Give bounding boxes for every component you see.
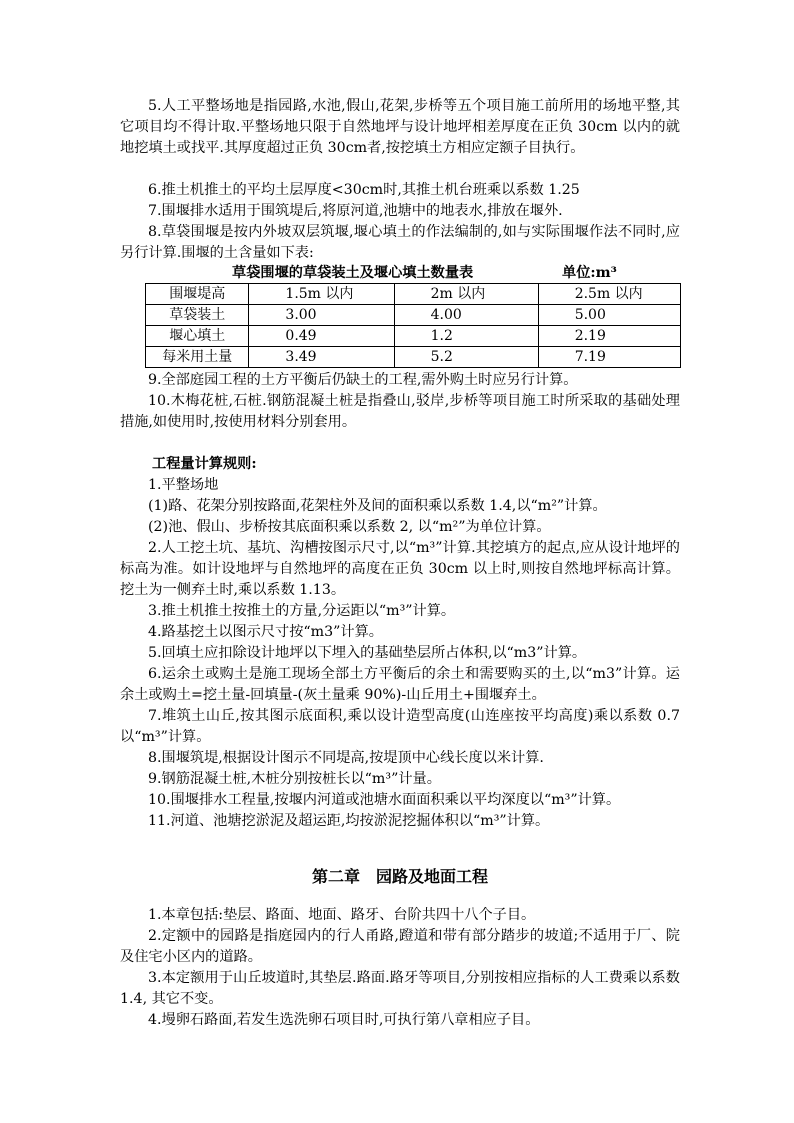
chapter-paragraph: 2.定额中的园路是指庭园内的行人甬路,蹬道和带有部分踏步的坡道;不适用于厂、院及住宅小区内的道路。 [120, 928, 680, 965]
table-title: 草袋围堰的草袋装土及堰心填土数量表 [232, 265, 474, 281]
rule-item: 6.运余土或购土是施工现场全部土方平衡后的余土和需要购买的土,以“m3”计算。运余土或购土=挖土量-回填量-(灰土量乘 90%)-山丘用土+围堰弃土。 [120, 666, 680, 703]
table-cell: 5.2 [394, 347, 538, 368]
paragraph-item-6: 6.推土机推土的平均土层厚度<30cm时,其推土机台班乘以系数 1.25 [148, 182, 580, 198]
rule-item: (2)池、假山、步桥按其底面积乘以系数 2, 以“m²”为单位计算。 [148, 519, 551, 535]
chapter-paragraph: 4.墁卵石路面,若发生选洗卵石项目时,可执行第八章相应子目。 [148, 1012, 540, 1028]
chapter-title: 第二章 园路及地面工程 [311, 867, 488, 886]
paragraph-item-9: 9.全部庭园工程的土方平衡后仍缺土的工程,需外购土时应另行计算。 [148, 372, 578, 388]
table-unit: 单位:m³ [562, 265, 617, 281]
chapter-paragraph: 3.本定额用于山丘坡道时,其垫层.路面.路牙等项目,分别按相应指标的人工费乘以系数 1.4, 其它不变。 [120, 970, 680, 1007]
rules-heading: 工程量计算规则: [152, 456, 257, 472]
table-cell: 4.00 [394, 305, 538, 326]
paragraph-item-7: 7.围堰排水适用于围筑堤后,将原河道,池塘中的地表水,排放在堰外. [148, 203, 563, 219]
table-cell: 2.5m 以内 [538, 284, 680, 305]
table-cell: 0.49 [249, 326, 394, 347]
table-row [146, 326, 681, 347]
table-cell: 1.2 [394, 326, 538, 347]
table-cell: 3.00 [249, 305, 394, 326]
table-cell: 1.5m 以内 [249, 284, 394, 305]
rule-item: 2.人工挖土坑、基坑、沟槽按图示尺寸,以“m³”计算.其挖填方的起点,应从设计地坪的标高为准。如计设地坪与自然地坪的高度在正负 30cm 以上时,则按自然地坪标高计算。挖土为一侧弃土时,乘以系数 1.13。 [120, 540, 680, 598]
rule-item: 1.平整场地 [148, 477, 219, 493]
rule-item: 11.河道、池塘挖淤泥及超运距,均按淤泥挖掘体积以“m³”计算。 [148, 813, 550, 829]
rule-item: 4.路基挖土以图示尺寸按“m3”计算。 [148, 624, 383, 640]
table-cell: 草袋装土 [146, 305, 249, 326]
rule-item: 7.堆筑土山丘,按其图示底面积,乘以设计造型高度(山连座按平均高度)乘以系数 0.7 以“m³”计算。 [120, 708, 680, 745]
paragraph-item-8: 8.草袋围堰是按内外坡双层筑堰,堰心填土的作法编制的,如与实际围堰作法不同时,应另行计算.围堰的土含量如下表: [120, 224, 680, 261]
table-cell: 5.00 [538, 305, 680, 326]
table-cell: 2.19 [538, 326, 680, 347]
rule-item: 8.围堰筑堤,根据设计图示不同堤高,按堤顶中心线长度以米计算. [148, 750, 544, 766]
rule-item: 3.推土机推土按推土的方量,分运距以“m³”计算。 [148, 603, 456, 619]
cofferdam-soil-table [145, 283, 681, 368]
paragraph-item-5: 5.人工平整场地是指园路,水池,假山,花架,步桥等五个项目施工前所用的场地平整,其它项目均不得计取.平整场地只限于自然地坪与设计地坪相差厚度在正负 30cm 以内的就地挖填土或找平.其厚度超过正负 30cm者,按挖填土方相应定额子目执行。 [120, 98, 680, 156]
table-caption [120, 262, 680, 282]
paragraph-item-10: 10.木梅花桩,石桩.钢筋混凝土桩是指叠山,驳岸,步桥等项目施工时所采取的基础处理措施,如使用时,按使用材料分别套用。 [120, 393, 680, 430]
table-cell: 7.19 [538, 347, 680, 368]
chapter-paragraph: 1.本章包括:垫层、路面、地面、路牙、台阶共四十八个子目。 [148, 907, 536, 923]
table-cell: 2m 以内 [394, 284, 538, 305]
rule-item: 10.围堰排水工程量,按堰内河道或池塘水面面积乘以平均深度以“m³”计算。 [148, 792, 621, 808]
table-cell: 堰心填土 [146, 326, 249, 347]
table-row [146, 305, 681, 326]
table-row [146, 347, 681, 368]
table-cell: 3.49 [249, 347, 394, 368]
table-cell: 每米用土量 [146, 347, 249, 368]
table-row [146, 284, 681, 305]
rule-item: (1)路、花架分别按路面,花架柱外及间的面积乘以系数 1.4,以“m²”计算。 [148, 498, 607, 514]
table-cell: 围堰堤高 [146, 284, 249, 305]
rule-item: 9.钢筋混凝土桩,木桩分别按桩长以“m³”计量。 [148, 771, 441, 787]
rule-item: 5.回填土应扣除设计地坪以下埋入的基础垫层所占体积,以“m3”计算。 [148, 645, 587, 661]
